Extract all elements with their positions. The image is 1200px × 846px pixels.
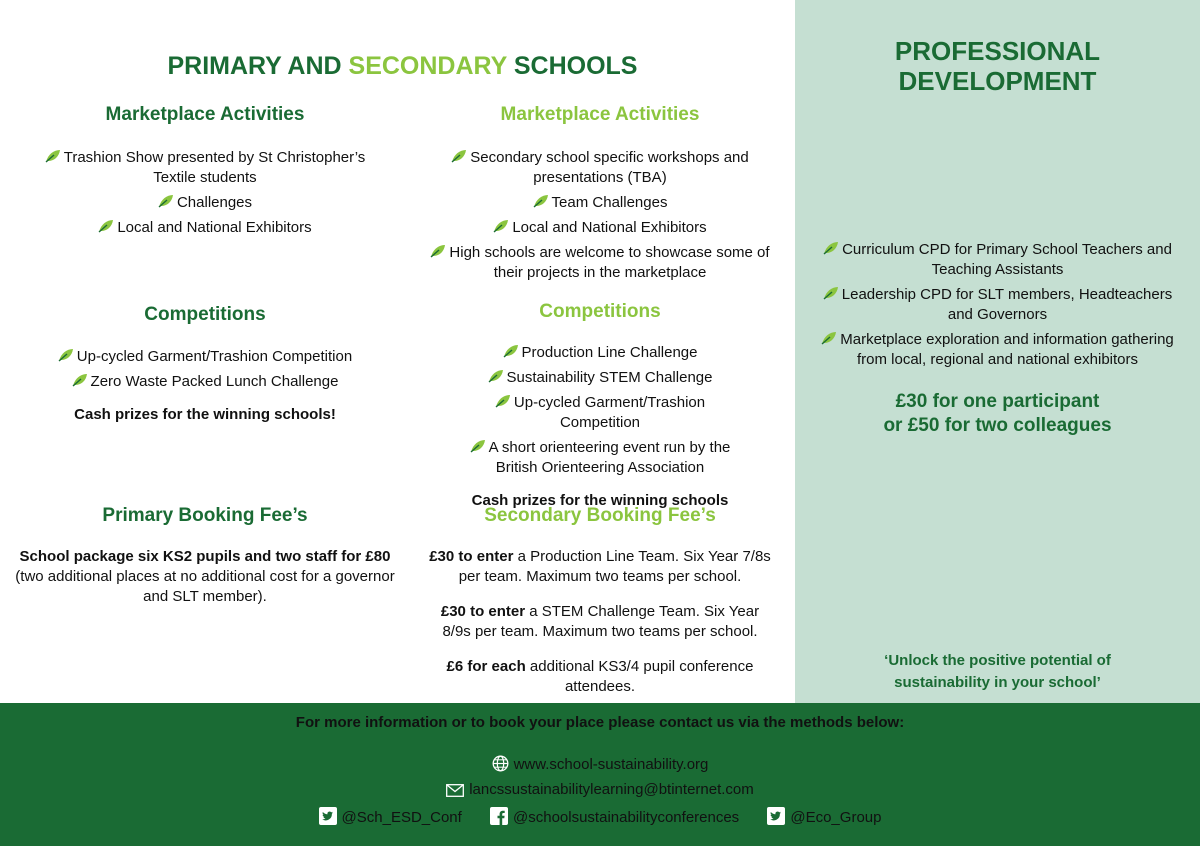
globe-icon: [492, 755, 509, 776]
secondary-fee-2: [405, 602, 795, 642]
primary-fee-bold: School package six KS2 pupils and two staff for £80: [19, 548, 391, 565]
primary-marketplace-item-text: Local and National Exhibitors: [117, 219, 312, 236]
leaf-bullet-icon: [493, 219, 509, 233]
page-title: [0, 52, 805, 81]
twitter-handle-1-text: @Sch_ESD_Conf: [341, 809, 462, 826]
facebook-handle[interactable]: [490, 807, 739, 829]
pd-title-line-2: DEVELOPMENT: [898, 66, 1097, 96]
primary-fee-rest: (two additional places at no additional cost for a governor and SLT member).: [15, 568, 395, 605]
secondary-competition-item: [455, 343, 745, 363]
secondary-competition-item-text: Sustainability STEM Challenge: [506, 369, 713, 386]
primary-marketplace-list: [10, 148, 400, 238]
leaf-bullet-icon: [823, 241, 839, 255]
primary-fee-text: [10, 547, 400, 607]
professional-development-title: [795, 36, 1200, 96]
facebook-handle-text: @schoolsustainabilityconferences: [513, 809, 740, 826]
twitter-handle-2[interactable]: [767, 807, 881, 829]
envelope-icon: [446, 784, 464, 801]
primary-competition-item: [10, 372, 400, 392]
leaf-bullet-icon: [98, 219, 114, 233]
professional-item-text: Curriculum CPD for Primary School Teachers and Teaching Assistants: [842, 241, 1172, 278]
secondary-marketplace-item-text: High schools are welcome to showcase some of their projects in the marketplace: [449, 244, 770, 281]
leaf-bullet-icon: [451, 149, 467, 163]
secondary-fee-1-bold: £30 to enter: [429, 548, 514, 565]
tagline-section: [815, 650, 1180, 694]
title-part-primary: PRIMARY AND: [167, 52, 349, 80]
email-link[interactable]: lancssustainabilitylearning@btinternet.com: [469, 781, 754, 798]
secondary-fee-3: [405, 657, 795, 697]
leaf-bullet-icon: [470, 439, 486, 453]
price-line-1: £30 for one participant: [895, 391, 1100, 412]
leaf-bullet-icon: [488, 369, 504, 383]
professional-item: [815, 330, 1180, 370]
leaf-bullet-icon: [533, 194, 549, 208]
footer-social-line: [0, 807, 1200, 829]
leaf-bullet-icon: [72, 373, 88, 387]
secondary-competition-item: [455, 438, 745, 478]
leaf-bullet-icon: [58, 348, 74, 362]
secondary-fee-2-bold: £30 to enter: [440, 603, 526, 620]
primary-prize-note: Cash prizes for the winning schools!: [74, 406, 336, 423]
primary-marketplace-item: [40, 218, 370, 238]
secondary-fee-1-rest: a Production Line Team. Six Year 7/8s per team. Maximum two teams per school.: [458, 548, 771, 585]
professional-item-text: Leadership CPD for SLT members, Headteachers and Governors: [841, 286, 1173, 323]
leaf-bullet-icon: [45, 149, 61, 163]
primary-marketplace-item-text: Trashion Show presented by St Christopher’s Textile students: [63, 149, 366, 186]
secondary-competitions-heading: Competitions: [539, 301, 661, 322]
secondary-fee-2-rest: a STEM Challenge Team. Six Year 8/9s per team. Maximum two teams per school.: [442, 603, 760, 640]
footer-website-line: [0, 755, 1200, 776]
secondary-marketplace-heading: Marketplace Activities: [500, 104, 700, 125]
leaf-bullet-icon: [158, 194, 174, 208]
primary-competitions-list: [10, 347, 400, 392]
primary-marketplace-heading: Marketplace Activities: [105, 104, 305, 125]
secondary-competitions-section: [405, 301, 795, 511]
footer-email-line: [0, 781, 1200, 801]
secondary-marketplace-item: [430, 148, 770, 188]
primary-marketplace-item: [40, 148, 370, 188]
price-line-2: or £50 for two colleagues: [883, 415, 1112, 436]
primary-competition-item-text: Up-cycled Garment/Trashion Competition: [76, 348, 353, 365]
facebook-icon: [490, 807, 508, 829]
primary-competitions-section: [10, 304, 400, 425]
website-link[interactable]: www.school-sustainability.org: [513, 756, 709, 773]
secondary-marketplace-item-text: Secondary school specific workshops and presentations (TBA): [470, 149, 749, 186]
title-part-schools: SCHOOLS: [506, 52, 638, 80]
secondary-marketplace-item-text: Local and National Exhibitors: [512, 219, 707, 236]
professional-list: [815, 240, 1180, 370]
secondary-marketplace-list: [405, 148, 795, 283]
leaf-bullet-icon: [503, 344, 519, 358]
secondary-competition-item: [455, 368, 745, 388]
professional-item: [815, 285, 1180, 325]
secondary-prize-note: Cash prizes for the winning schools: [471, 492, 729, 509]
professional-section: [815, 240, 1180, 438]
secondary-fee-3-rest: additional KS3/4 pupil conference attendees.: [525, 658, 754, 695]
secondary-competition-item-text: A short orienteering event run by the British Orienteering Association: [488, 439, 731, 476]
title-part-secondary: SECONDARY: [348, 52, 507, 80]
footer-heading: For more information or to book your place please contact us via the methods below:: [295, 714, 905, 731]
primary-competitions-heading: Competitions: [144, 304, 266, 325]
secondary-fees-heading: Secondary Booking Fee’s: [484, 505, 716, 526]
secondary-marketplace-item-text: Team Challenges: [551, 194, 668, 211]
secondary-marketplace-item: [430, 193, 770, 213]
twitter-handle-2-text: @Eco_Group: [790, 809, 882, 826]
secondary-fee-1: [405, 547, 795, 587]
professional-price: [815, 390, 1180, 438]
primary-marketplace-section: [10, 104, 400, 243]
primary-marketplace-item-text: Challenges: [176, 194, 253, 211]
primary-marketplace-item: [40, 193, 370, 213]
leaf-bullet-icon: [495, 394, 511, 408]
professional-item-text: Marketplace exploration and information gathering from local, regional and national exhibitors: [840, 331, 1174, 368]
secondary-fees-section: [405, 505, 795, 697]
primary-fees-heading: Primary Booking Fee’s: [102, 505, 308, 526]
secondary-competition-item-text: Production Line Challenge: [521, 344, 698, 361]
professional-item: [815, 240, 1180, 280]
tagline-quote: ‘Unlock the positive potential of sustainability in your school’: [884, 652, 1111, 691]
secondary-competition-item-text: Up-cycled Garment/Trashion Competition: [513, 394, 706, 431]
twitter-icon: [767, 807, 785, 829]
secondary-marketplace-item: [430, 218, 770, 238]
secondary-marketplace-section: [405, 104, 795, 288]
primary-competition-item: [10, 347, 400, 367]
secondary-competition-item: [455, 393, 745, 433]
secondary-fee-3-bold: £6 for each: [446, 658, 526, 675]
pd-title-line-1: PROFESSIONAL: [894, 36, 1101, 66]
primary-fees-section: [10, 505, 400, 607]
leaf-bullet-icon: [821, 331, 837, 345]
leaf-bullet-icon: [823, 286, 839, 300]
twitter-handle-1[interactable]: [319, 807, 462, 829]
secondary-competitions-list: [405, 343, 795, 478]
secondary-marketplace-item: [430, 243, 770, 283]
twitter-icon: [319, 807, 337, 829]
primary-competition-item-text: Zero Waste Packed Lunch Challenge: [90, 373, 339, 390]
leaf-bullet-icon: [430, 244, 446, 258]
